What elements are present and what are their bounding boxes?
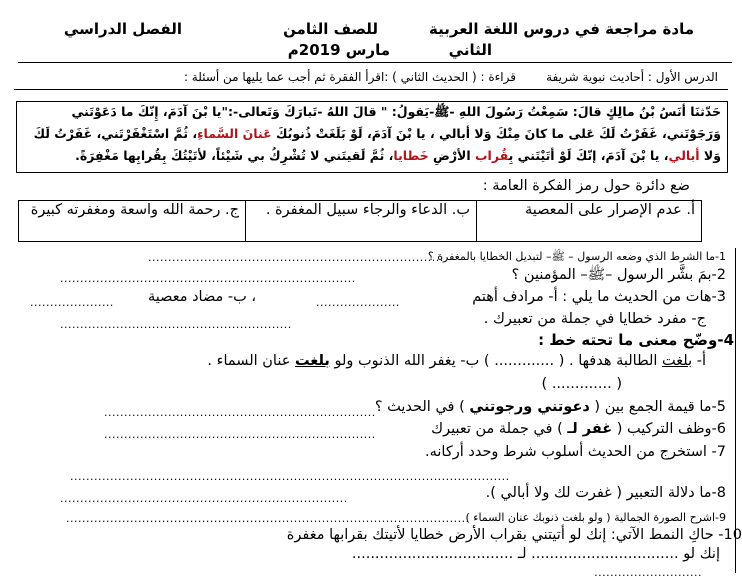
answer-line-5[interactable]: .................................................................... xyxy=(104,406,376,419)
answer-line-2[interactable]: .......................................................................... xyxy=(60,272,356,285)
answer-line-8[interactable]: ........................................................................ xyxy=(60,492,348,505)
question-4a: أ- بلغت الطالبة هدفها . ( ............. ) ب- يغفر الله الذنوب ولو بلغت عنان السماء . xyxy=(207,353,706,369)
term-label-2: الثاني xyxy=(448,41,492,59)
question-2: 2-بمَ بشَّر الرسول –ﷺ– المؤمنين ؟ xyxy=(511,267,726,283)
question-8: 8-ما دلالة التعبير ( غفرت لك ولا أبالي ). xyxy=(485,485,726,501)
hadith-passage xyxy=(16,101,728,173)
passage-line-3: وَلا أبالي، يا بْنَ آدَمَ، إنّكَ لَوْ أتَيْتَني بِقُراب الأرْضِ خَطايا، ثُمَّ لَقيتَني لا تُشْرِكُ بي شَيْئاً، لأتَيْتُكَ بِقُرابِها مَغْفِرَةً. xyxy=(75,148,721,163)
passage-line-2: وَرَجَوْتَني، غَفَرْتُ لَكَ عَلى ما كانَ مِنْكَ وَلا أبالي ، يا بْنَ آدَمَ، لَوْ بَلَغَتْ ذُنوبُكَ عَنانَ السَّماءِ، ثُمَّ اسْتَغْفَرْتَني، غَفَرْتُ لَكَ xyxy=(33,126,721,141)
answer-line-10b[interactable]: ........................... xyxy=(594,566,702,579)
passage-line-1: حَدّثنَا أنَسُ بْنُ مالِكٍ قالَ: سَمِعْتُ رَسُولَ اللهِ -ﷺ-يَقولُ: " قالَ اللهُ -تَبارَكَ وَتَعالى-:"يا بْنَ آدَمَ، إِنّكَ ما دَعَوْتَني xyxy=(71,104,721,119)
idea-option-a[interactable]: أ. عدم الإصرار على المعصية xyxy=(477,201,702,242)
highlight-word: أبالي xyxy=(668,148,700,163)
question-9: 9-اشرح الصورة الجمالية ( ولو بلغت ذنوبك عنان السماء ) xyxy=(465,511,726,524)
question-6: 6-وظف التركيب ( غفر لـ ) في جملة من تعبيرك xyxy=(431,421,726,437)
term-label: الفصل الدراسي xyxy=(63,20,182,38)
question-7: 7- استخرج من الحديث أسلوب شرط وحدد أركانه. xyxy=(425,444,726,460)
highlight-word: قُراب xyxy=(474,148,509,163)
highlight-word: عَنانَ السَّماءِ xyxy=(197,126,272,141)
right-margin-line xyxy=(735,248,736,573)
question-4: 4-وضّح معنى ما تحته خط : xyxy=(538,331,734,349)
idea-options-table xyxy=(18,200,702,242)
answer-line-3c[interactable]: .......................................................... xyxy=(60,318,292,331)
highlight-word: خَطايا xyxy=(393,148,429,163)
idea-prompt: ضع دائرة حول رمز الفكرة العامة : xyxy=(482,178,690,194)
question-3: 3-هات من الحديث ما يلي : أ- مرادف أهتم xyxy=(472,289,726,305)
header-divider xyxy=(18,62,732,63)
date-label: مارس 2019م xyxy=(287,41,390,59)
answer-line-3a[interactable]: ..................... xyxy=(316,296,400,309)
idea-option-c[interactable]: ج. رحمة الله واسعة ومغفرته كبيرة xyxy=(19,201,246,242)
question-4b-answer[interactable]: ( ............. ) xyxy=(541,376,622,392)
lesson-intro: الدرس الأول : أحاديث نبوية شريفة xyxy=(546,70,718,84)
answer-line-7[interactable]: .............................................................................................................. xyxy=(70,470,510,483)
idea-option-b[interactable]: ب. الدعاء والرجاء سبيل المغفرة . xyxy=(246,201,477,242)
question-10: 10- حاكِ النمط الآتي: إنك لو أتيتني بقراب الأرض خطايا لأتيتك بقرابها مغفرة xyxy=(286,527,742,543)
underlined-word: بلغت xyxy=(294,353,330,369)
answer-line-1[interactable]: .......................................................................... xyxy=(148,251,444,264)
lesson-instruction: قراءة : ( الحديث الثاني ) :اقرأ الفقرة ثم أجب عما يليها من أسئلة : xyxy=(183,70,516,84)
grade-label: للصف الثامن xyxy=(283,20,378,38)
subject-title: مادة مراجعة في دروس اللغة العربية xyxy=(429,20,694,38)
answer-line-3b[interactable]: ..................... xyxy=(30,296,114,309)
underlined-word: بلغت xyxy=(662,353,693,369)
answer-line-10[interactable]: إنك لو ................................ لـ ................................... xyxy=(351,546,720,562)
question-3c: ج- مفرد خطايا في جملة من تعبيرك . xyxy=(483,311,706,327)
question-1: 1-ما الشرط الذي وضعه الرسول – ﷺ– لتبديل الخطايا بالمغفرة ؟ xyxy=(427,250,726,263)
question-5: 5-ما قيمة الجمع بين ( دعوتني ورجوتني ) في الحديث ؟ xyxy=(374,399,726,415)
intro-divider xyxy=(14,89,728,90)
answer-line-9[interactable]: ..................................................................................................... xyxy=(66,512,470,525)
answer-line-6[interactable]: .................................................................... xyxy=(104,428,376,441)
question-3b: ، ب- مضاد معصية xyxy=(148,289,257,305)
